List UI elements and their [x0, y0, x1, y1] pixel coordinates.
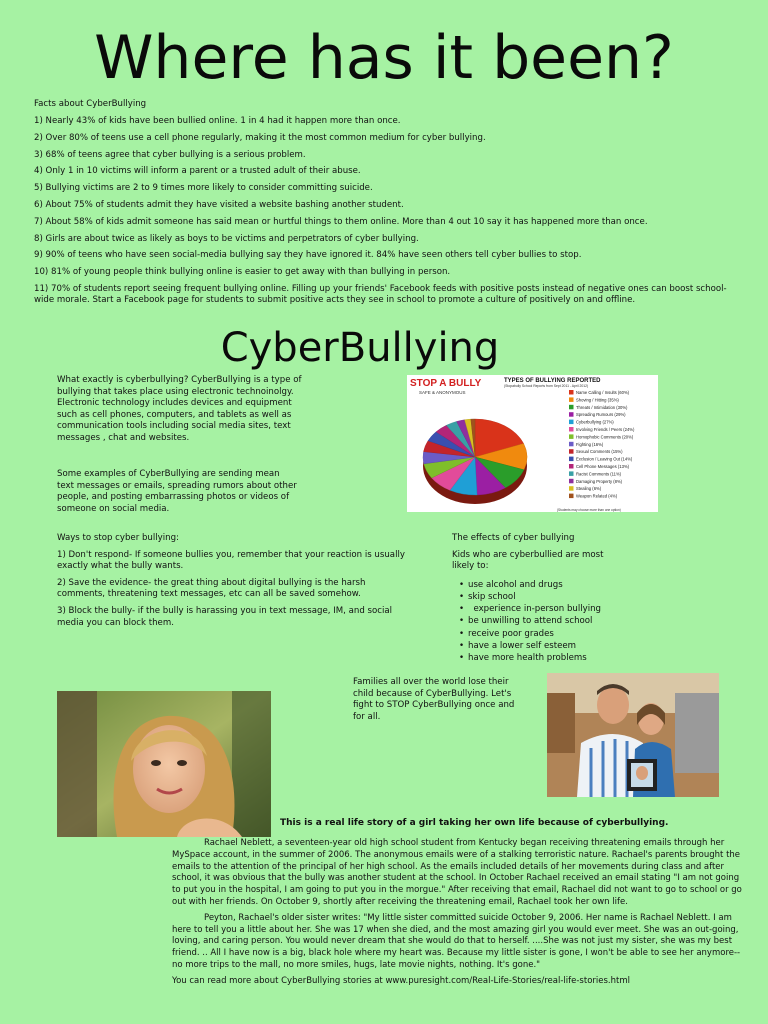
legend-swatch — [569, 420, 574, 425]
ways-item: 3) Block the bully- if the bully is harassing you in text message, IM, and social media you can block them. — [57, 605, 393, 628]
effects-list-item: • use alcohol and drugs — [468, 579, 702, 591]
fact-item: 7) About 58% of kids admit someone has said mean or hurtful things to them online. More than 4 out 10 say it has happened more than once. — [34, 216, 648, 227]
legend-swatch — [569, 397, 574, 402]
victim-photo — [57, 691, 271, 837]
legend-label: Threats / Intimidation (30%) — [576, 404, 628, 410]
legend-swatch — [569, 434, 574, 439]
ways-to-stop-section — [57, 533, 407, 629]
story-heading: This is a real life story of a girl taking her own life because of cyberbullying. — [280, 818, 669, 828]
legend-label: Sexual Comments (15%) — [576, 449, 623, 455]
chart-logo-text: STOP A BULLY — [410, 378, 482, 389]
legend-label: Stealing (6%) — [576, 486, 602, 492]
legend-label: Name Calling / Insults (60%) — [576, 390, 630, 395]
definition-paragraph: What exactly is cyberbullying? CyberBullying is a type of bullying that takes place using electronic technoinolgy. Electronic technology includes devices and equipment such as cell phones, computers, and tablets as well as communication tools including social media sites, text messages , chat and websites. — [57, 375, 302, 443]
legend-label: Shoving / Hitting (35%) — [576, 397, 619, 403]
effects-list-item: • have a lower self esteem — [468, 640, 702, 652]
ways-item: 2) Save the evidence- the great thing about digital bullying is the harsh comments, threatening text messages, etc can all be saved somehow. — [57, 577, 366, 600]
chart-svg — [407, 375, 658, 512]
chart-footnote: (Students may choose more than one option) — [557, 508, 621, 512]
section-title: CyberBullying — [220, 325, 500, 371]
chart-subtitle: (Stopabully School Reports from Sept 2011 - April 2012) — [504, 384, 589, 388]
legend-swatch — [569, 427, 574, 432]
fact-item: 10) 81% of young people think bullying online is easier to get away with than bullying in person. — [34, 267, 451, 278]
legend-label: Exclusion / Leaving Out (14%) — [576, 456, 633, 462]
legend-swatch — [569, 442, 574, 447]
fact-item: 4) Only 1 in 10 victims will inform a parent or a trusted adult of their abuse. — [34, 166, 361, 177]
facts-section — [34, 99, 734, 312]
effects-intro: Kids who are cyberbullied are most likely to: — [452, 549, 604, 572]
legend-label: Cell Phone Messages (13%) — [576, 464, 630, 469]
legend-swatch — [569, 412, 574, 417]
legend-swatch — [569, 457, 574, 462]
legend-swatch — [569, 479, 574, 484]
ways-heading: Ways to stop cyber bullying: — [57, 533, 179, 543]
victim-photo-image — [57, 691, 271, 837]
families-paragraph: Families all over the world lose their child because of CyberBullying. Let's fight to STOP CyberBullying once and for all. — [353, 677, 515, 722]
examples-paragraph: Some examples of CyberBullying are sending mean text messages or emails, spreading rumors about other people, and posting embarrassing photos or videos of someone on social media. — [57, 469, 297, 514]
legend-label: Weapon Related (4%) — [576, 493, 618, 499]
legend-label: Racist Comments (11%) — [576, 471, 622, 477]
legend-swatch — [569, 405, 574, 410]
chart-title: TYPES OF BULLYING REPORTED — [504, 378, 601, 384]
fact-item: 9) 90% of teens who have seen social-media bullying say they have ignored it. 84% have seen others tell cyber bullies to stop. — [34, 250, 582, 261]
fact-item: 6) About 75% of students admit they have visited a website bashing another student. — [34, 199, 404, 210]
legend-label: Damaging Property (8%) — [576, 478, 623, 484]
effects-heading: The effects of cyber bullying — [452, 533, 575, 543]
legend-swatch — [569, 494, 574, 499]
legend-swatch — [569, 464, 574, 469]
chart-pie — [423, 419, 527, 504]
fact-item: 11) 70% of students report seeing frequent bullying online. Filling up your friends' Facebook feeds with positive posts instead of negative ones can boost school-wide morale. Start a Facebook page for students to submit positive acts they see in school to promote a culture of positively on and offline. — [34, 283, 727, 305]
page-title: Where has it been? — [94, 23, 674, 93]
chart-logo-subtext: SAFE & ANONYMOUS — [419, 390, 466, 395]
story-paragraph: Rachael Neblett, a seventeen-year old high school student from Kentucky began receiving threatening emails through her MySpace account, in the summer of 2006. The anonymous emails were of a stalking terroristic nature. Rachael's parents brought the emails to the attention of the principal of her high school. As the emails included details of her movements during class and after school, it was obvious that the bully was another student at the school. In October Rachael received an email stating "I am not going to put you in the hospital, I am going to put you in the morgue." After receiving that email, Rachael did not want to go to school or go out with her friends. On October 9, shortly after receiving the threatening email, Rachael took her own life. — [172, 838, 742, 907]
legend-label: Homophobic Comments (20%) — [576, 434, 634, 440]
ways-item: 1) Don't respond- If someone bullies you, remember that your reaction is usually exactly what the bully wants. — [57, 549, 405, 572]
effects-list-item: • be unwilling to attend school — [468, 615, 702, 627]
legend-swatch — [569, 390, 574, 395]
effects-list-item: • receive poor grades — [468, 628, 702, 640]
fact-item: 5) Bullying victims are 2 to 9 times more likely to consider committing suicide. — [34, 183, 373, 194]
effects-list-item: • skip school — [468, 591, 702, 603]
legend-swatch — [569, 449, 574, 454]
legend-swatch — [569, 486, 574, 491]
fact-item: 2) Over 80% of teens use a cell phone regularly, making it the most common medium for cyber bullying. — [34, 132, 486, 143]
parents-photo-image — [547, 673, 719, 797]
parents-photo — [547, 673, 719, 797]
fact-item: 1) Nearly 43% of kids have been bullied online. 1 in 4 had it happen more than once. — [34, 116, 401, 126]
legend-swatch — [569, 471, 574, 476]
effects-list-item: • have more health problems — [468, 652, 702, 664]
effects-list-item: • experience in-person bullying — [468, 603, 702, 615]
fact-item: 8) Girls are about twice as likely as boys to be victims and perpetrators of cyber bullying. — [34, 233, 419, 244]
bullying-types-chart — [407, 375, 658, 512]
facts-heading: Facts about CyberBullying — [34, 99, 147, 109]
legend-label: Fighting (16%) — [576, 441, 604, 447]
story-section — [172, 838, 747, 992]
fact-item: 3) 68% of teens agree that cyber bullying is a serious problem. — [34, 149, 306, 160]
effects-section — [452, 533, 702, 664]
story-reference: You can read more about CyberBullying stories at www.puresight.com/Real-Life-Stories/real-life-stories.html — [172, 975, 630, 986]
legend-label: Spreading Rumours (29%) — [576, 412, 626, 418]
story-paragraph: Peyton, Rachael's older sister writes: "My little sister committed suicide October 9, 2006. Her name is Rachael Neblett. I am here to tell you a little about her. She was 17 when she died, and the most amazing girl you would ever meet. She was an out-going, loving, and caring person. You would never dream that she would do that to herself. ....She was not just my sister, she was my best friend. .. All I have now is a big, black hole where my heart was. Because my little sister is gone, I won't be able to see her anymore--no more trips to the mall, no more smiles, hugs, late movie nights, nothing. It's gone." — [172, 912, 741, 970]
legend-label: Cyberbullying (27%) — [576, 419, 614, 425]
legend-label: Involving Friends / Peers (24%) — [576, 427, 635, 432]
effects-list — [452, 579, 702, 664]
